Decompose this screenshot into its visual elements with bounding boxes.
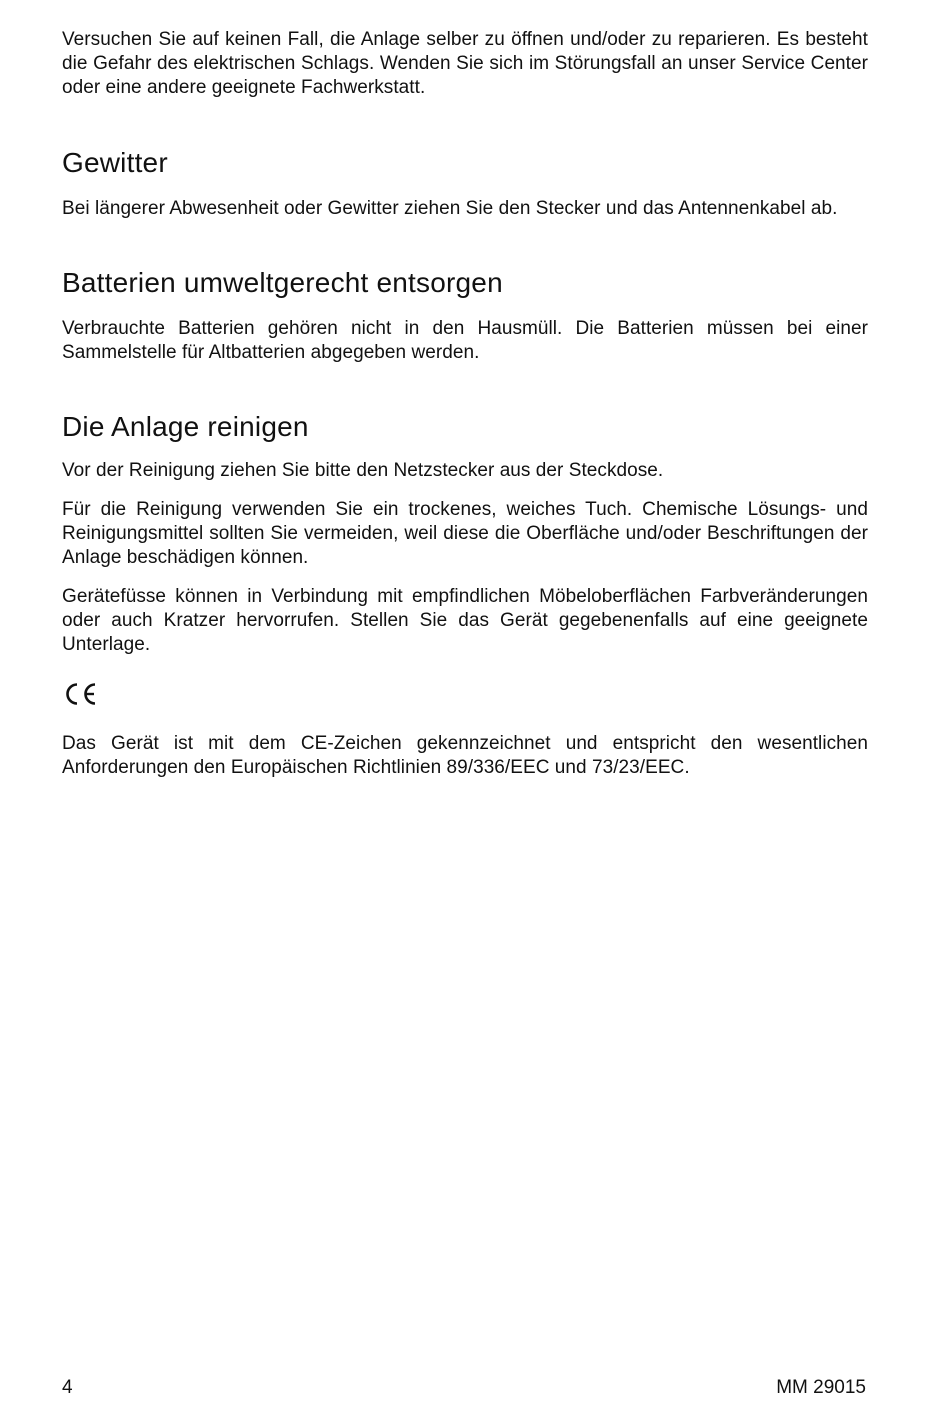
intro-paragraph: Versuchen Sie auf keinen Fall, die Anlage selber zu öffnen und/oder zu reparieren. Es besteht die Gefahr des elektrischen Schlags. Wenden Sie sich im Störungsfall an unser Service Center oder eine andere geeignete Fachwerkstatt. xyxy=(62,29,868,98)
heading-batterien: Batterien umweltgerecht entsorgen xyxy=(62,267,503,298)
model-number: MM 29015 xyxy=(776,1377,866,1398)
paragraph-batterien: Verbrauchte Batterien gehören nicht in den Hausmüll. Die Batterien müssen bei einer Sammelstelle für Altbatterien abgegeben werden. xyxy=(62,318,868,363)
paragraph-gewitter: Bei längerer Abwesenheit oder Gewitter ziehen Sie den Stecker und das Antennenkabel ab. xyxy=(62,198,838,219)
heading-anlage-reinigen: Die Anlage reinigen xyxy=(62,411,309,442)
paragraph-reinigen-1: Vor der Reinigung ziehen Sie bitte den Netzstecker aus der Steckdose. xyxy=(62,460,664,481)
paragraph-reinigen-2: Für die Reinigung verwenden Sie ein trockenes, weiches Tuch. Chemische Lösungs- und Reinigungsmittel sollten Sie vermeiden, weil diese die Oberfläche und/oder Beschriftungen der Anlage beschädigen können. xyxy=(62,499,868,568)
document-page xyxy=(62,28,868,780)
ce-paragraph: Das Gerät ist mit dem CE-Zeichen gekennzeichnet und entspricht den wesentlichen Anforderungen den Europäischen Richtlinien 89/336/EEC und 73/23/EEC. xyxy=(62,733,868,778)
ce-mark-icon xyxy=(62,681,98,707)
page-number: 4 xyxy=(62,1377,73,1398)
heading-gewitter: Gewitter xyxy=(62,147,168,178)
paragraph-reinigen-3: Gerätefüsse können in Verbindung mit empfindlichen Möbeloberflächen Farbveränderungen oder auch Kratzer hervorrufen. Stellen Sie das Gerät gegebenenfalls auf eine geeignete Unterlage. xyxy=(62,586,868,655)
